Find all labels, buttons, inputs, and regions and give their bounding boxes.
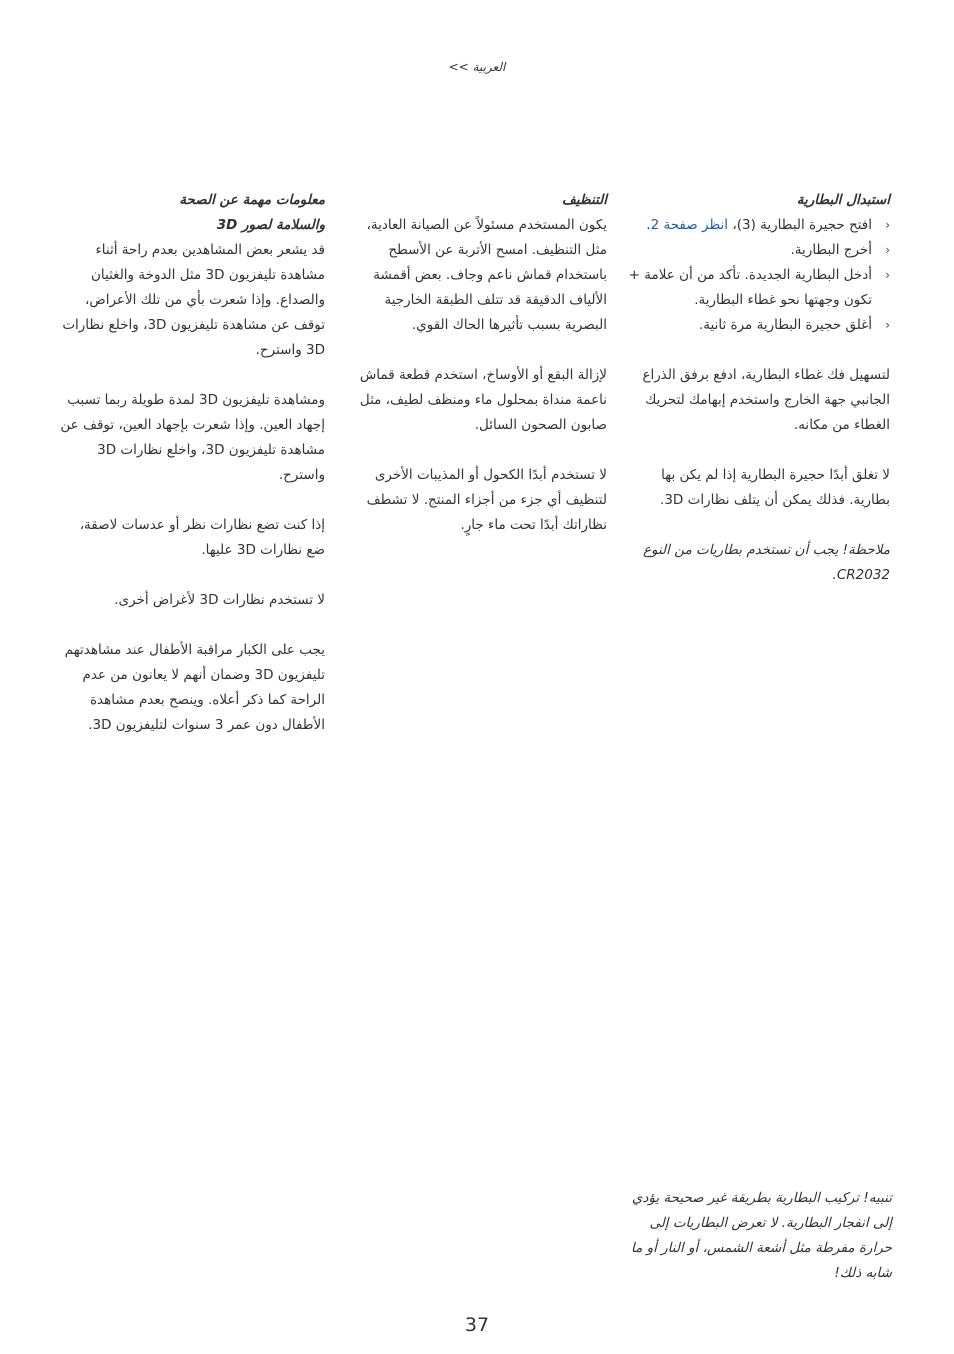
chevron-left-icon: ‹ [885,218,890,232]
battery-never-close: لا تغلق أبدًا حجيرة البطارية إذا لم يكن بها بطارية. فذلك يمكن أن يتلف نظارات 3D. [660,467,890,508]
language-header: << العربية [448,60,506,74]
battery-tip: لتسهيل فك غطاء البطارية، ادفع برفق الذراع الجانبي جهة الخارج واستخدم إبهامك لتحريك الغطاء من مكانه. [642,367,890,433]
battery-step [620,263,890,313]
step-text: أخرج البطارية. [790,242,872,258]
step-text: افتح حجيرة البطارية (3)، [728,217,872,233]
battery-note: ملاحظة! يجب أن تستخدم بطاريات من النوع CR2032. [642,542,890,583]
cleaning-paragraph: يكون المستخدم مسئولاً عن الصيانة العادية، مثل التنظيف. امسح الأتربة عن الأسطح باستخدام قماش ناعم وجاف. بعض أقمشة الألياف الدقيقة قد تتلف الطبقة الخارجية البصرية بسبب تأثيرها الحاك القوي. [366,217,607,333]
health-paragraph: لا تستخدم نظارات 3D لأغراض أخرى. [114,592,325,608]
cleaning-paragraph: لإزالة البقع أو الأوساخ، استخدم قطعة قماش ناعمة منداة بمحلول ماء ومنظف لطيف، مثل صابون الصحون السائل. [359,367,607,433]
health-paragraph: إذا كنت تضع نظارات نظر أو عدسات لاصقة، ضع نظارات 3D عليها. [79,517,325,558]
chevron-left-icon: ‹ [885,243,890,257]
health-title-line1: معلومات مهمة عن الصحة [179,192,325,208]
page-reference-link[interactable]: انظر صفحة 2 [650,217,729,233]
battery-section [620,188,890,613]
chevron-left-icon: ‹ [885,318,890,332]
battery-step [620,213,890,238]
battery-warning: تنبيه! تركيب البطارية بطريقة غير صحيحة يؤدي إلى انفجار البطارية. لا تعرض البطاريات إلى حرارة مفرطة مثل أشعة الشمس، أو النار أو ما شابه ذلك! [630,1190,892,1281]
battery-step [620,313,890,338]
health-paragraph: يجب على الكبار مراقبة الأطفال عند مشاهدتهم تليفزيون 3D وضمان أنهم لا يعانون من عدم الراحة كما ذكر أعلاه. وينصح بعدم مشاهدة الأطفال دون عمر 3 سنوات لتليفزيون 3D. [64,642,325,733]
health-title-line2: والسلامة لصور 3D [216,217,325,233]
chevron-left-icon: ‹ [885,268,890,282]
health-section [60,188,325,763]
page-number: 37 [464,1314,490,1336]
cleaning-paragraph: لا تستخدم أبدًا الكحول أو المذيبات الأخرى لتنظيف أي جزء من أجزاء المنتج. لا تشطف نظاراتك أبدًا تحت ماء جارٍ. [366,467,607,533]
battery-steps [620,213,890,338]
health-paragraph: ومشاهدة تليفزيون 3D لمدة طويلة ربما تسبب إجهاد العين. وإذا شعرت بإجهاد العين، توقف عن مشاهدة تليفزيون 3D، واخلع نظارات 3D واسترح. [60,392,325,483]
step-tail: . [646,217,651,233]
health-paragraph: قد يشعر بعض المشاهدين بعدم راحة أثناء مشاهدة تليفزيون 3D مثل الدوخة والغثيان والصداع. وإذا شعرت بأي من تلك الأعراض، توقف عن مشاهدة تليفزيون 3D، واخلع نظارات 3D واسترح. [62,242,325,358]
cleaning-title: التنظيف [561,192,607,208]
step-text: أغلق حجيرة البطارية مرة ثانية. [699,317,872,333]
step-text: أدخل البطارية الجديدة. تأكد من أن علامة + تكون وجهتها نحو غطاء البطارية. [628,267,872,308]
battery-step [620,238,890,263]
cleaning-section [355,188,607,563]
battery-title: استبدال البطارية [796,192,890,208]
